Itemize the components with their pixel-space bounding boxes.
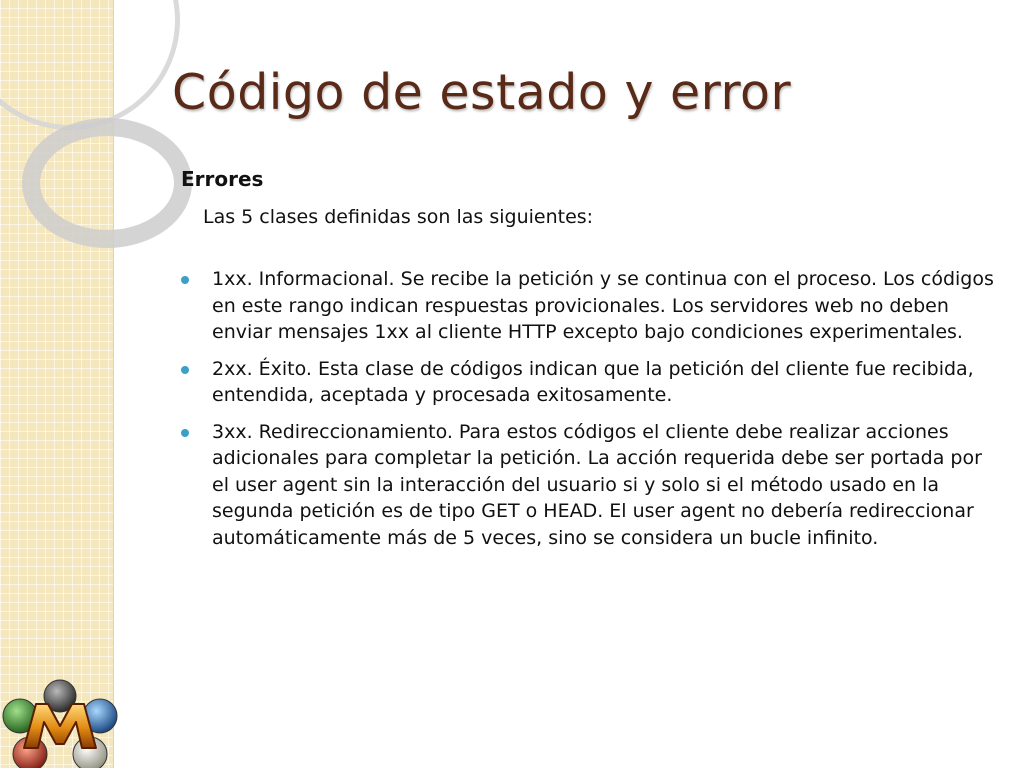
magic-m-emblem-icon xyxy=(0,674,120,768)
bullet-dot-icon xyxy=(181,429,189,437)
bullet-list xyxy=(181,266,996,551)
bullet-dot-icon xyxy=(181,276,189,284)
intro-text: Las 5 clases definidas son las siguientes: xyxy=(203,206,594,228)
decorative-ring-middle xyxy=(22,118,192,248)
decorative-ring-top xyxy=(0,0,180,130)
slide-content xyxy=(181,166,996,561)
list-item xyxy=(181,266,996,346)
list-item xyxy=(181,356,996,409)
bullet-text: 2xx. Éxito. Esta clase de códigos indican que la petición del cliente fue recibida, entendida, aceptada y procesada exitosamente. xyxy=(212,357,974,406)
slide-title: Código de estado y error xyxy=(172,64,792,121)
bullet-text: 1xx. Informacional. Se recibe la petición y se continua con el proceso. Los códigos en este rango indican respuestas provicionales. Los servidores web no deben enviar mensajes 1xx al cliente HTTP excepto bajo condiciones experimentales. xyxy=(212,268,994,343)
bullet-text: 3xx. Redireccionamiento. Para estos códigos el cliente debe realizar acciones adicionales para completar la petición. La acción requerida debe ser portada por el user agent sin la interacción del usuario si y solo si el método usado en la segunda petición es de tipo GET o HEAD. El user agent no debería redireccionar automáticamente más de 5 veces, sino se considera un bucle infinito. xyxy=(212,420,982,549)
list-item xyxy=(181,419,996,552)
section-heading: Errores xyxy=(181,167,264,191)
bullet-dot-icon xyxy=(181,366,189,374)
